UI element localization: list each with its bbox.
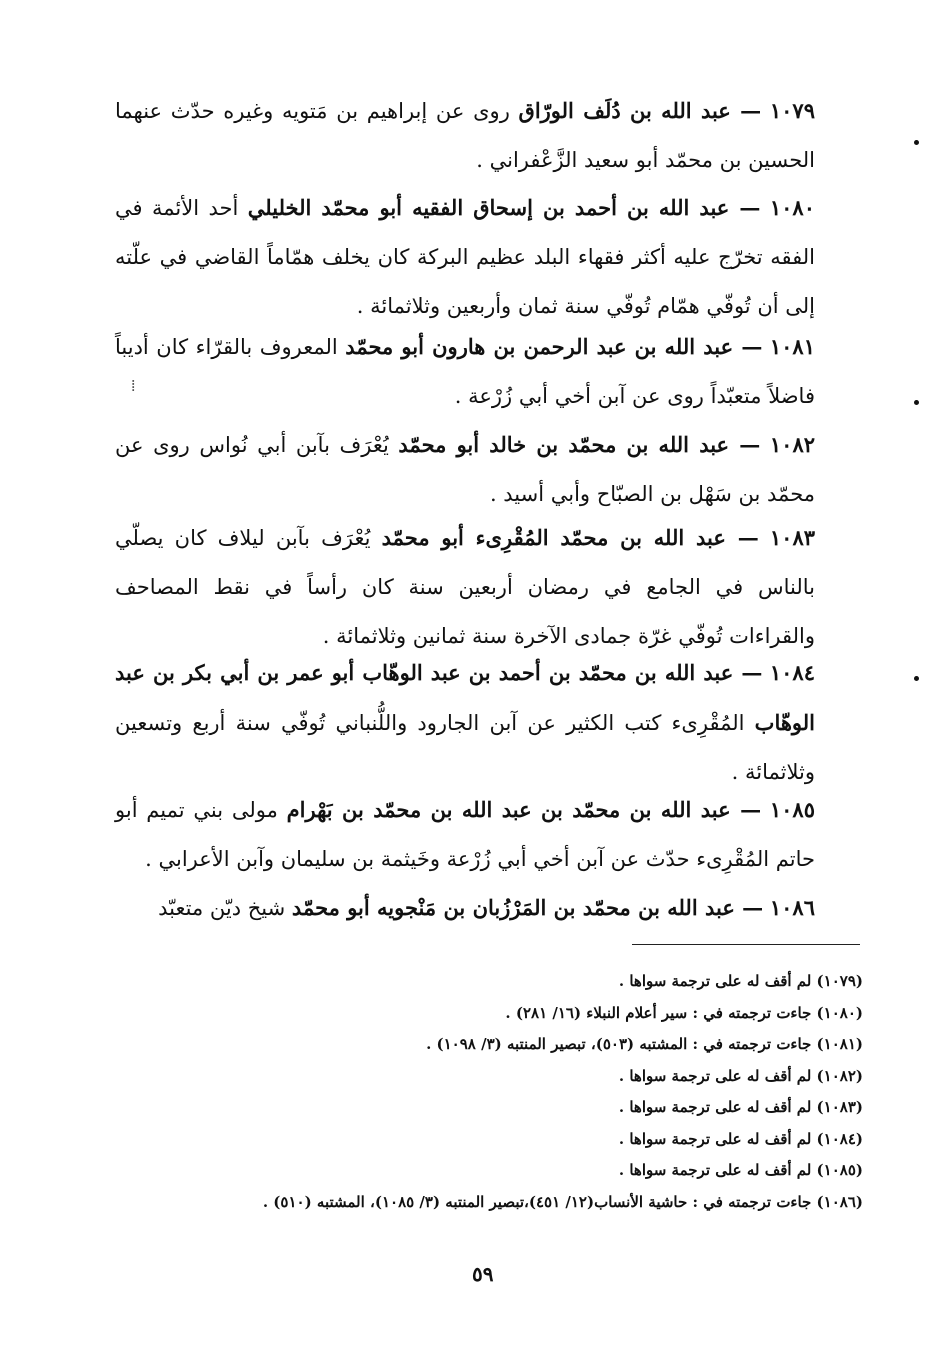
entry-dash: — — [725, 525, 759, 550]
entry-number: ١٠٨٤ — [769, 660, 815, 685]
margin-dot-mark — [914, 140, 919, 145]
page-number: ٥٩ — [472, 1262, 494, 1286]
entry-body: المعروف بالقرّاء كان أديباً فاضلاً متعبّداً روى عن آبن أخي أبي زُرْعة . — [115, 335, 815, 408]
entry-name: عبد الله بن أحمد بن إسحاق الفقيه أبو محمّد الخليلي — [247, 195, 730, 220]
entry-number: ١٠٨٥ — [769, 797, 815, 822]
footnote-1080: (١٠٨٠) جاءت ترجمته في : سير أعلام النبلاء (١٦/ ٢٨١) . — [505, 1003, 863, 1022]
footnote-1083: (١٠٨٣) لم أقف له على ترجمة سواها . — [618, 1098, 863, 1116]
entry-number: ١٠٨٣ — [769, 525, 816, 550]
entry-1085 — [115, 785, 815, 884]
entry-body: شيخ ديّن متعبّد — [158, 896, 292, 920]
entry-dash: — — [733, 334, 763, 359]
entry-name: عبد الله بن دُلَف الورّاق — [518, 98, 731, 123]
entry-dash: — — [733, 660, 763, 685]
entry-name: عبد الله بن محمّد بن عبد الله بن محمّد بن بَهْرام — [286, 797, 731, 822]
entry-1086 — [115, 883, 815, 933]
entry-dash: — — [734, 895, 764, 920]
footnote-1081: (١٠٨١) جاءت ترجمته في : المشتبه (٥٠٣)، تبصير المنتبه (٣/ ١٠٩٨) . — [426, 1035, 863, 1053]
footnote-1086: (١٠٨٦) جاءت ترجمته في : حاشية الأنساب(١٢/ ٤٥١)،تبصير المنتبه (٣/ ١٠٨٥)، المشتبه (٥١٠) . — [262, 1192, 863, 1211]
footnote-1084: (١٠٨٤) لم أقف له على ترجمة سواها . — [618, 1129, 863, 1148]
entry-1083 — [115, 513, 815, 661]
entry-number: ١٠٨١ — [769, 334, 815, 359]
footnote-1082: (١٠٨٢) لم أقف له على ترجمة سواها . — [618, 1066, 863, 1085]
entry-body: أحد الأئمة في الفقه تخرّج عليه أكثر فقهاء البلد عظيم البركة كان يخلف همّاماً القاضي في علّته إلى أن تُوفّي همّام تُوفّي سنة ثمان وأربعين وثلاثمائة . — [115, 196, 815, 318]
margin-bracket-mark: ⁞ — [131, 376, 136, 395]
entry-number: ١٠٧٩ — [769, 98, 815, 123]
entry-body: المُقْرِىء كتب الكثير عن آبن الجارود واللُّنباني تُوفّي سنة أربع وتسعين وثلاثمائة . — [115, 711, 815, 784]
footnote-1079: (١٠٧٩) لم أقف له على ترجمة سواها . — [618, 972, 863, 990]
entry-body: روى عن إبراهيم بن مَتويه وغيره حدّث عنهما الحسين بن محمّد أبو سعيد الزَّعْفراني . — [115, 99, 815, 172]
entry-dash: — — [730, 797, 762, 822]
footnote-1085: (١٠٨٥) لم أقف له على ترجمة سواها . — [618, 1161, 863, 1179]
entry-name: عبد الله بن محمّد بن أحمد بن عبد الوهّاب أبو عمر بن أبي بكر بن عبد الوهّاب — [115, 660, 815, 735]
entry-name: عبد الله بن عبد الرحمن بن هارون أبو محمّد — [345, 334, 734, 359]
margin-dot-mark — [914, 400, 919, 405]
footnote-separator — [632, 944, 860, 945]
entry-body: مولى بني تميم أبو حاتم المُقْرِىء حدّث عن آبن أخي أبي زُرْعة وخَيثمة بن سليمان وآبن الأعرابي . — [115, 798, 815, 871]
entry-body: يُعْرَف بآبن أبي نُواس روى عن محمّد بن سَهْل بن الصبّاح وأبي أسيد . — [115, 433, 815, 506]
entry-dash: — — [729, 195, 761, 220]
entry-number: ١٠٨٢ — [769, 432, 816, 457]
entry-1084 — [115, 648, 815, 797]
entry-name: عبد الله بن محمّد بن المَرْزُبان بن مَنْجويه أبو محمّد — [291, 895, 735, 920]
entry-1079 — [115, 86, 815, 185]
entry-name: عبد الله بن محمّد بن خالد أبو محمّد — [398, 432, 730, 457]
entry-1082 — [115, 420, 815, 519]
entry-dash: — — [730, 98, 762, 123]
entry-number: ١٠٨٠ — [769, 195, 815, 220]
entry-body: يُعْرَف بآبن ليلاف كان يصلّي بالناس في الجامع في رمضان أربعين سنة كان رأساً في نقط المصاحف والقراءات تُوفّي غرّة جمادى الآخرة سنة ثمانين وثلاثمائة . — [115, 526, 815, 648]
entry-1080 — [115, 183, 815, 331]
footnotes — [103, 966, 863, 1218]
entry-dash: — — [729, 432, 761, 457]
entry-1081 — [115, 322, 815, 421]
margin-dot-mark — [914, 676, 919, 681]
entry-name: عبد الله بن محمّد المُقْرِىء أبو محمّد — [381, 525, 726, 550]
entry-number: ١٠٨٦ — [769, 895, 815, 920]
